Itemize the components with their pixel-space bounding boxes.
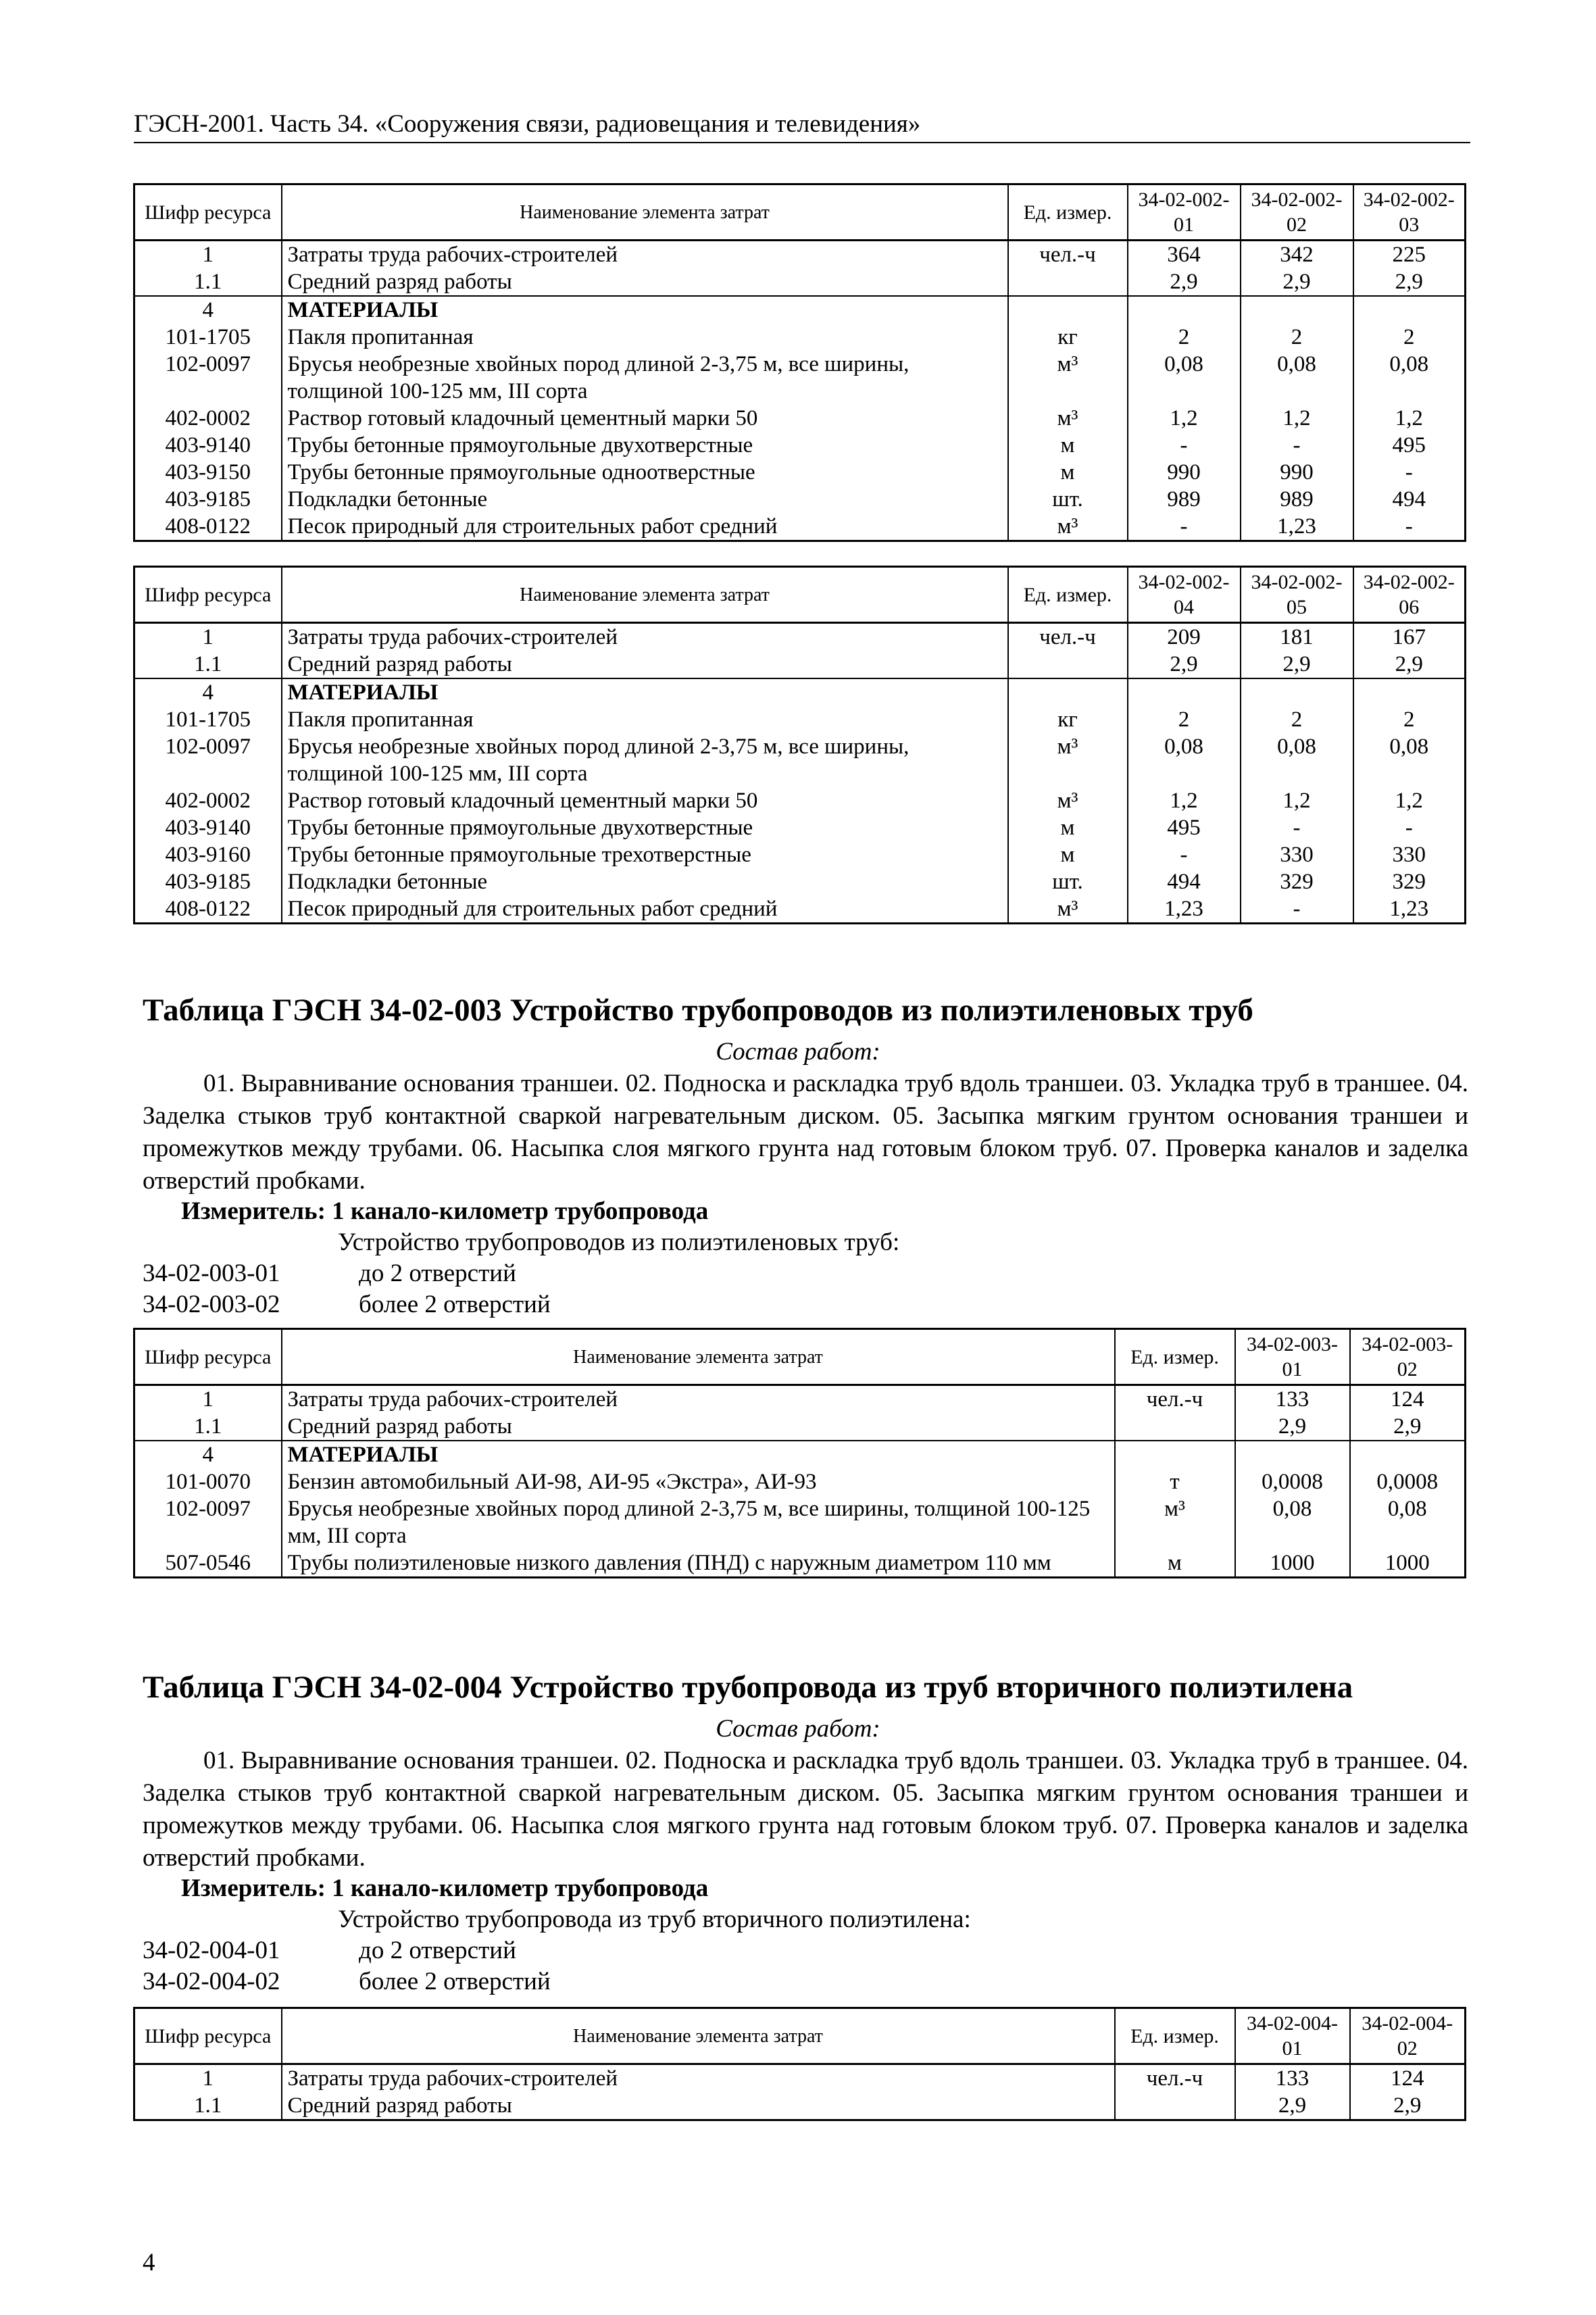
- resource-value: [1235, 1441, 1350, 1468]
- resource-code: 101-0070: [134, 1468, 282, 1495]
- resource-value: [1128, 296, 1241, 324]
- resource-name: Затраты труда рабочих-строителей: [282, 241, 1008, 269]
- col-header-name: Наименование элемента затрат: [282, 1329, 1115, 1385]
- resource-code: 4: [134, 296, 282, 324]
- resource-code: 408-0122: [134, 513, 282, 541]
- resource-unit: м: [1008, 459, 1128, 486]
- table-row: [134, 2064, 1466, 2093]
- resource-code: 1: [134, 2064, 282, 2093]
- resource-code: 402-0002: [134, 405, 282, 432]
- resource-unit: чел.-ч: [1008, 241, 1128, 269]
- resource-value: 2: [1128, 324, 1241, 351]
- resource-name: Песок природный для строительных работ средний: [282, 513, 1008, 541]
- resource-value: 0,0008: [1350, 1468, 1466, 1495]
- resource-value: 495: [1128, 814, 1241, 841]
- table-row: [134, 868, 1466, 895]
- resource-value: 209: [1128, 623, 1241, 651]
- resource-name: Раствор готовый кладочный цементный марки 50: [282, 405, 1008, 432]
- col-header-unit: Ед. измер.: [1115, 1329, 1235, 1385]
- table-row: [134, 678, 1466, 706]
- resource-code: 507-0546: [134, 1549, 282, 1578]
- resource-name: Средний разряд работы: [282, 268, 1008, 296]
- resource-value: 2,9: [1241, 268, 1353, 296]
- resource-code: 101-1705: [134, 706, 282, 733]
- header-row: [134, 2008, 1466, 2064]
- resource-unit: [1008, 268, 1128, 296]
- resource-value: 1000: [1235, 1549, 1350, 1578]
- resource-unit: м: [1008, 432, 1128, 459]
- resource-unit: [1008, 296, 1128, 324]
- resource-name: Средний разряд работы: [282, 1413, 1115, 1441]
- resource-name: МАТЕРИАЛЫ: [282, 1441, 1115, 1468]
- work-composition-caption: Состав работ:: [716, 1038, 880, 1066]
- resource-name: Раствор готовый кладочный цементный марки 50: [282, 787, 1008, 814]
- resource-value: 989: [1128, 486, 1241, 513]
- resource-unit: м³: [1008, 787, 1128, 814]
- resource-value: 2,9: [1350, 1413, 1466, 1441]
- col-header-rate: 34-02-002-02: [1241, 184, 1353, 241]
- work-composition-text: 01. Выравнивание основания траншеи. 02. Подноска и раскладка труб вдоль траншеи. 03. Укладка труб в траншее. 04. Заделка стыков труб контактной сваркой нагревательным диском. 05. Засыпка мягким грунтом основания траншеи и промежутков между трубами. 06. Насыпка слоя мягкого грунта над готовым блоком труб. 07. Проверка каналов и заделка отверстий пробками.: [143, 1070, 1468, 1195]
- resource-value: 133: [1235, 2064, 1350, 2093]
- resource-code: 4: [134, 1441, 282, 1468]
- resource-value: 2: [1241, 324, 1353, 351]
- resource-name: Трубы бетонные прямоугольные одноотверстные: [282, 459, 1008, 486]
- col-header-rate: 34-02-004-02: [1350, 2008, 1466, 2064]
- resource-value: -: [1241, 432, 1353, 459]
- resource-table-34-02-003: [133, 1328, 1466, 1578]
- resource-unit: м³: [1008, 895, 1128, 924]
- table-row: [134, 324, 1466, 351]
- resource-value: -: [1128, 841, 1241, 868]
- table-row: [134, 296, 1466, 324]
- table-row: [134, 1413, 1466, 1441]
- resource-name: Трубы полиэтиленовые низкого давления (ПНД) с наружным диаметром 110 мм: [282, 1549, 1115, 1578]
- resource-table-34-02-002-b: [133, 566, 1466, 924]
- variant-row: 34-02-004-01 до 2 отверстий: [143, 1937, 516, 1964]
- table-row: [134, 405, 1466, 432]
- resource-value: 225: [1353, 241, 1466, 269]
- resource-name: Подкладки бетонные: [282, 868, 1008, 895]
- variants-intro: Устройство трубопроводов из полиэтиленовых труб:: [338, 1228, 900, 1256]
- resource-unit: [1115, 2092, 1235, 2120]
- resource-value: 2,9: [1235, 2092, 1350, 2120]
- resource-name: Подкладки бетонные: [282, 486, 1008, 513]
- resource-value: [1241, 296, 1353, 324]
- table-row: [134, 733, 1466, 787]
- resource-name: Пакля пропитанная: [282, 706, 1008, 733]
- table-row: [134, 623, 1466, 651]
- col-header-code: Шифр ресурса: [134, 184, 282, 241]
- resource-value: 0,08: [1128, 351, 1241, 405]
- resource-code: 1: [134, 241, 282, 269]
- col-header-unit: Ед. измер.: [1008, 567, 1128, 623]
- resource-table-34-02-002-a: [133, 183, 1466, 542]
- resource-code: 1: [134, 1385, 282, 1414]
- resource-value: 495: [1353, 432, 1466, 459]
- resource-value: 0,08: [1235, 1495, 1350, 1549]
- resource-code: 402-0002: [134, 787, 282, 814]
- section-title-34-02-004: Таблица ГЭСН 34-02-004 Устройство трубопровода из труб вторичного полиэтилена: [143, 1670, 1353, 1705]
- resource-value: 990: [1128, 459, 1241, 486]
- resource-code: 4: [134, 678, 282, 706]
- table-row: [134, 268, 1466, 296]
- table-row: [134, 787, 1466, 814]
- resource-value: 329: [1353, 868, 1466, 895]
- resource-value: 133: [1235, 1385, 1350, 1414]
- resource-value: 0,08: [1241, 733, 1353, 787]
- col-header-name: Наименование элемента затрат: [282, 2008, 1115, 2064]
- table-row: [134, 814, 1466, 841]
- table-row: [134, 241, 1466, 269]
- resource-value: 1,2: [1128, 787, 1241, 814]
- resource-value: 0,08: [1128, 733, 1241, 787]
- table-row: [134, 1468, 1466, 1495]
- resource-code: 403-9140: [134, 814, 282, 841]
- col-header-name: Наименование элемента затрат: [282, 184, 1008, 241]
- col-header-rate: 34-02-003-02: [1350, 1329, 1466, 1385]
- resource-name: Бензин автомобильный АИ-98, АИ-95 «Экстра», АИ-93: [282, 1468, 1115, 1495]
- table-row: [134, 651, 1466, 678]
- resource-value: 181: [1241, 623, 1353, 651]
- resource-value: 2: [1241, 706, 1353, 733]
- col-header-code: Шифр ресурса: [134, 2008, 282, 2064]
- col-header-rate: 34-02-002-06: [1353, 567, 1466, 623]
- resource-value: 0,08: [1353, 733, 1466, 787]
- resource-unit: м: [1008, 841, 1128, 868]
- resource-value: 0,08: [1350, 1495, 1466, 1549]
- resource-unit: т: [1115, 1468, 1235, 1495]
- resource-name: Средний разряд работы: [282, 651, 1008, 678]
- table-row: [134, 459, 1466, 486]
- resource-code: 101-1705: [134, 324, 282, 351]
- resource-value: 2: [1128, 706, 1241, 733]
- col-header-name: Наименование элемента затрат: [282, 567, 1008, 623]
- page-number: 4: [143, 2249, 155, 2276]
- work-composition-text: 01. Выравнивание основания траншеи. 02. Подноска и раскладка труб вдоль траншеи. 03. Укладка труб в траншее. 04. Заделка стыков труб контактной сваркой нагревательным диском. 05. Засыпка мягким грунтом основания траншеи и промежутков между трубами. 06. Насыпка слоя мягкого грунта над готовым блоком труб. 07. Проверка каналов и заделка отверстий пробками.: [143, 1747, 1468, 1872]
- resource-unit: шт.: [1008, 868, 1128, 895]
- resource-unit: кг: [1008, 706, 1128, 733]
- resource-code: 403-9160: [134, 841, 282, 868]
- resource-name: Брусья необрезные хвойных пород длиной 2-3,75 м, все ширины, толщиной 100-125 мм, III сорта: [282, 733, 1008, 787]
- resource-code: 1: [134, 623, 282, 651]
- resource-unit: м: [1008, 814, 1128, 841]
- resource-value: 2,9: [1241, 651, 1353, 678]
- resource-value: 1,2: [1241, 405, 1353, 432]
- col-header-rate: 34-02-004-01: [1235, 2008, 1350, 2064]
- resource-value: 989: [1241, 486, 1353, 513]
- resource-value: 494: [1128, 868, 1241, 895]
- resource-value: 364: [1128, 241, 1241, 269]
- resource-code: 1.1: [134, 268, 282, 296]
- resource-value: 2,9: [1353, 268, 1466, 296]
- resource-code: 1.1: [134, 1413, 282, 1441]
- table-row: [134, 2092, 1466, 2120]
- resource-value: 342: [1241, 241, 1353, 269]
- resource-value: 1,23: [1241, 513, 1353, 541]
- resource-value: 329: [1241, 868, 1353, 895]
- section-title-34-02-003: Таблица ГЭСН 34-02-003 Устройство трубопроводов из полиэтиленовых труб: [143, 993, 1253, 1028]
- resource-value: 330: [1353, 841, 1466, 868]
- table-row: [134, 1441, 1466, 1468]
- resource-table-34-02-004: [133, 2007, 1466, 2121]
- resource-unit: м³: [1115, 1495, 1235, 1549]
- resource-code: 408-0122: [134, 895, 282, 924]
- resource-value: 2: [1353, 706, 1466, 733]
- resource-unit: [1115, 1413, 1235, 1441]
- resource-value: -: [1353, 513, 1466, 541]
- resource-value: 124: [1350, 1385, 1466, 1414]
- resource-unit: кг: [1008, 324, 1128, 351]
- resource-unit: [1115, 1441, 1235, 1468]
- resource-unit: чел.-ч: [1008, 623, 1128, 651]
- resource-value: 0,08: [1353, 351, 1466, 405]
- table-row: [134, 513, 1466, 541]
- table-row: [134, 1495, 1466, 1549]
- col-header-unit: Ед. измер.: [1008, 184, 1128, 241]
- resource-value: 2,9: [1128, 268, 1241, 296]
- header-row: [134, 1329, 1466, 1385]
- resource-unit: м³: [1008, 351, 1128, 405]
- resource-value: 1,23: [1353, 895, 1466, 924]
- resource-value: 0,08: [1241, 351, 1353, 405]
- resource-value: 1,23: [1128, 895, 1241, 924]
- table-row: [134, 895, 1466, 924]
- resource-value: 1,2: [1353, 787, 1466, 814]
- resource-value: [1128, 678, 1241, 706]
- resource-code: 102-0097: [134, 733, 282, 787]
- variant-row: 34-02-003-02 более 2 отверстий: [143, 1291, 551, 1318]
- col-header-rate: 34-02-002-05: [1241, 567, 1353, 623]
- resource-name: Затраты труда рабочих-строителей: [282, 2064, 1115, 2093]
- page-header: ГЭСН-2001. Часть 34. «Сооружения связи, радиовещания и телевидения»: [134, 108, 1470, 143]
- col-header-code: Шифр ресурса: [134, 1329, 282, 1385]
- resource-value: 2,9: [1353, 651, 1466, 678]
- resource-value: 1000: [1350, 1549, 1466, 1578]
- header-row: [134, 184, 1466, 241]
- resource-code: 1.1: [134, 651, 282, 678]
- resource-name: Трубы бетонные прямоугольные двухотверстные: [282, 814, 1008, 841]
- resource-value: 1,2: [1353, 405, 1466, 432]
- table-row: [134, 706, 1466, 733]
- resource-value: 990: [1241, 459, 1353, 486]
- col-header-unit: Ед. измер.: [1115, 2008, 1235, 2064]
- col-header-rate: 34-02-002-03: [1353, 184, 1466, 241]
- resource-value: 2: [1353, 324, 1466, 351]
- resource-value: [1350, 1441, 1466, 1468]
- variant-row: 34-02-003-01 до 2 отверстий: [143, 1260, 516, 1287]
- resource-code: 403-9140: [134, 432, 282, 459]
- resource-unit: чел.-ч: [1115, 2064, 1235, 2093]
- measure-unit: Измеритель: 1 канало-километр трубопровода: [181, 1874, 709, 1902]
- resource-value: -: [1241, 895, 1353, 924]
- resource-value: 494: [1353, 486, 1466, 513]
- resource-name: Брусья необрезные хвойных пород длиной 2-3,75 м, все ширины, толщиной 100-125 мм, III сорта: [282, 1495, 1115, 1549]
- resource-code: 102-0097: [134, 1495, 282, 1549]
- table-row: [134, 1549, 1466, 1578]
- table-row: [134, 351, 1466, 405]
- variants-intro: Устройство трубопровода из труб вторичного полиэтилена:: [338, 1906, 971, 1933]
- table-row: [134, 432, 1466, 459]
- resource-value: -: [1353, 459, 1466, 486]
- resource-name: Средний разряд работы: [282, 2092, 1115, 2120]
- resource-value: [1353, 296, 1466, 324]
- variant-row: 34-02-004-02 более 2 отверстий: [143, 1968, 551, 1995]
- measure-unit: Измеритель: 1 канало-километр трубопровода: [181, 1197, 709, 1225]
- col-header-rate: 34-02-002-04: [1128, 567, 1241, 623]
- resource-code: 1.1: [134, 2092, 282, 2120]
- resource-code: 102-0097: [134, 351, 282, 405]
- resource-name: Затраты труда рабочих-строителей: [282, 623, 1008, 651]
- resource-name: Брусья необрезные хвойных пород длиной 2-3,75 м, все ширины, толщиной 100-125 мм, III сорта: [282, 351, 1008, 405]
- table-row: [134, 1385, 1466, 1414]
- resource-code: 403-9185: [134, 868, 282, 895]
- resource-value: [1241, 678, 1353, 706]
- resource-unit: [1008, 651, 1128, 678]
- resource-name: Затраты труда рабочих-строителей: [282, 1385, 1115, 1414]
- resource-value: 1,2: [1128, 405, 1241, 432]
- header-row: [134, 567, 1466, 623]
- resource-value: -: [1128, 432, 1241, 459]
- resource-value: [1353, 678, 1466, 706]
- resource-name: Трубы бетонные прямоугольные трехотверстные: [282, 841, 1008, 868]
- table-row: [134, 841, 1466, 868]
- table-row: [134, 486, 1466, 513]
- resource-value: 330: [1241, 841, 1353, 868]
- resource-value: -: [1353, 814, 1466, 841]
- resource-name: Песок природный для строительных работ средний: [282, 895, 1008, 924]
- col-header-code: Шифр ресурса: [134, 567, 282, 623]
- resource-value: 2,9: [1235, 1413, 1350, 1441]
- resource-unit: [1008, 678, 1128, 706]
- resource-value: 2,9: [1128, 651, 1241, 678]
- resource-value: 1,2: [1241, 787, 1353, 814]
- resource-value: 2,9: [1350, 2092, 1466, 2120]
- resource-value: -: [1128, 513, 1241, 541]
- resource-unit: м³: [1008, 513, 1128, 541]
- resource-code: 403-9150: [134, 459, 282, 486]
- resource-unit: м³: [1008, 405, 1128, 432]
- resource-name: Пакля пропитанная: [282, 324, 1008, 351]
- work-composition-caption: Состав работ:: [716, 1715, 880, 1743]
- col-header-rate: 34-02-003-01: [1235, 1329, 1350, 1385]
- resource-name: МАТЕРИАЛЫ: [282, 678, 1008, 706]
- resource-value: -: [1241, 814, 1353, 841]
- resource-value: 0,0008: [1235, 1468, 1350, 1495]
- resource-value: 124: [1350, 2064, 1466, 2093]
- resource-name: Трубы бетонные прямоугольные двухотверстные: [282, 432, 1008, 459]
- resource-value: 167: [1353, 623, 1466, 651]
- resource-unit: шт.: [1008, 486, 1128, 513]
- resource-code: 403-9185: [134, 486, 282, 513]
- resource-unit: м³: [1008, 733, 1128, 787]
- resource-unit: чел.-ч: [1115, 1385, 1235, 1414]
- resource-unit: м: [1115, 1549, 1235, 1578]
- resource-name: МАТЕРИАЛЫ: [282, 296, 1008, 324]
- col-header-rate: 34-02-002-01: [1128, 184, 1241, 241]
